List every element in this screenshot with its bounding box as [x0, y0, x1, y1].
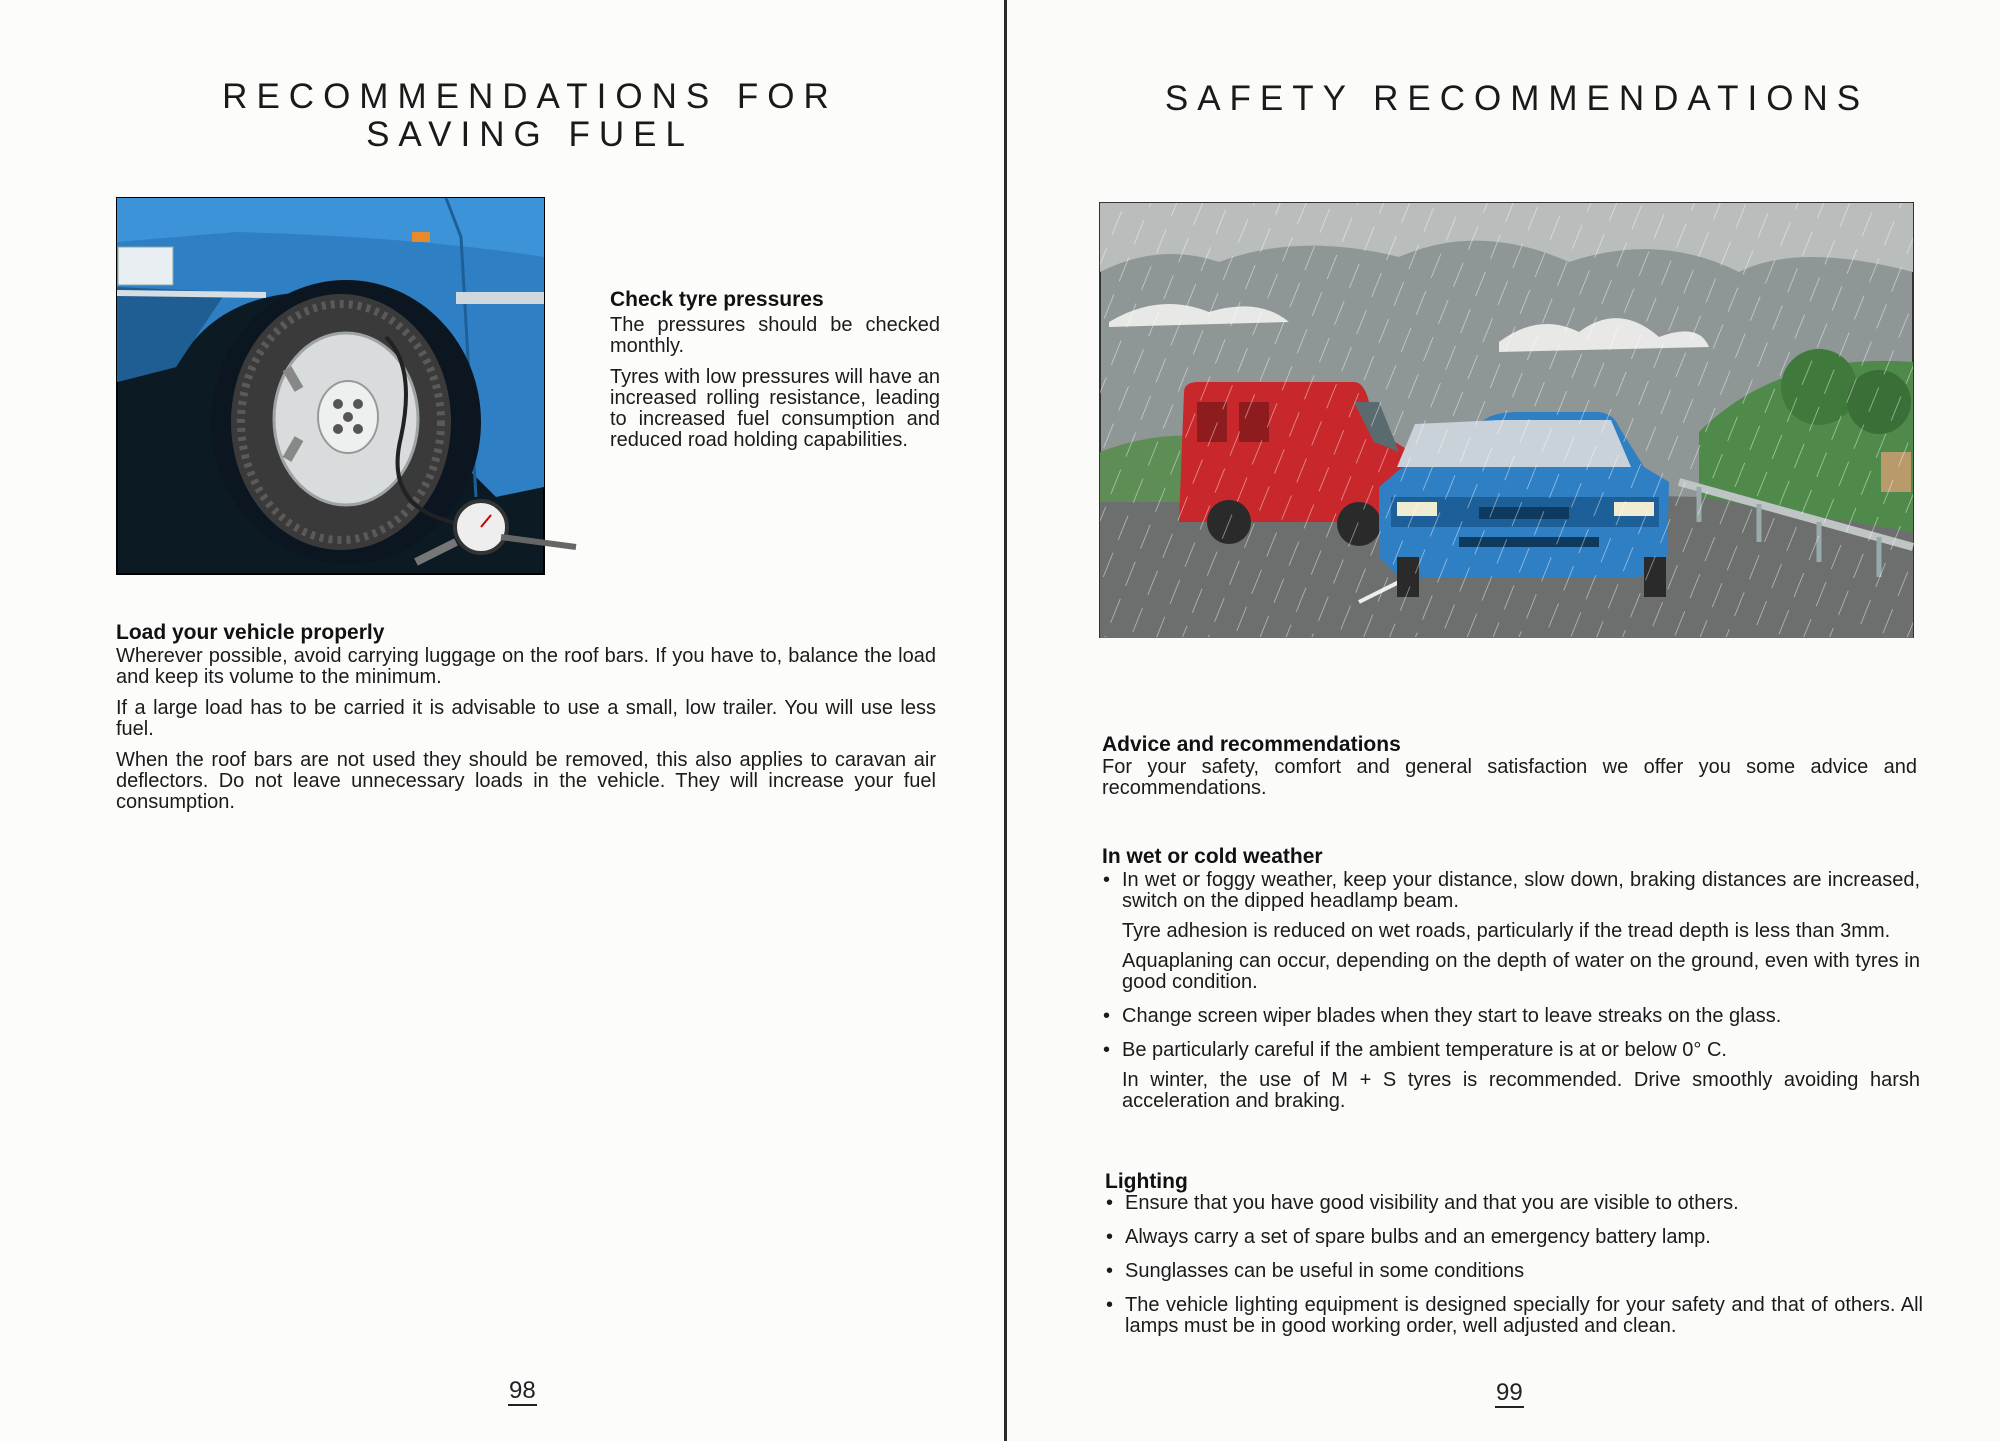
load-heading: Load your vehicle properly — [116, 621, 385, 644]
lighting-b2: • Always carry a set of spare bulbs and an emergency battery lamp. — [1125, 1226, 1711, 1248]
lighting-b3: • Sunglasses can be useful in some conditions — [1125, 1260, 1525, 1282]
list-item — [1105, 1295, 1923, 1337]
wet-b3-p1: • Be particularly careful if the ambient temperature is at or below 0° C. — [1122, 1039, 1727, 1061]
tyre-para-1: The pressures should be checked monthly. — [610, 314, 940, 357]
load-para-1: Wherever possible, avoid carrying luggage on the roof bars. If you have to, balance the load and keep its volume to the minimum. — [116, 645, 936, 688]
left-title-line1: RECOMMENDATIONS FOR — [222, 77, 838, 116]
list-item — [1105, 1227, 1923, 1248]
wet-weather-heading: In wet or cold weather — [1102, 845, 1323, 868]
list-item — [1105, 1193, 1923, 1214]
lighting-heading: Lighting — [1105, 1170, 1188, 1193]
left-title-line2: SAVING FUEL — [366, 115, 694, 154]
advice-para: For your safety, comfort and general satisfaction we offer you some advice and recommendations. — [1102, 756, 1917, 799]
list-item — [1102, 1040, 1920, 1112]
lighting-b1: • Ensure that you have good visibility and that you are visible to others. — [1125, 1192, 1739, 1214]
page-number-left: 98 — [509, 1377, 536, 1404]
wet-b1-p1: • In wet or foggy weather, keep your distance, slow down, braking distances are increased, switch on the dipped headlamp beam. — [1122, 869, 1920, 912]
left-page-title — [100, 78, 960, 154]
lighting-list — [1105, 1193, 1923, 1350]
load-para-3: When the roof bars are not used they should be removed, this also applies to caravan air deflectors. Do not leave unnecessary loads in the vehicle. They will increase your fuel consumption. — [116, 749, 936, 813]
rain-driving-illustration — [1099, 202, 1915, 640]
tyre-para-2: Tyres with low pressures will have an increased rolling resistance, leading to increased fuel consumption and reduced road holding capabilities. — [610, 366, 940, 451]
wet-weather-list — [1102, 870, 1920, 1125]
page-number-right: 99 — [1496, 1379, 1523, 1406]
advice-heading: Advice and recommendations — [1102, 733, 1401, 756]
list-item — [1105, 1261, 1923, 1282]
wet-b3-p2: In winter, the use of M + S tyres is recommended. Drive smoothly avoiding harsh acceleration and braking. — [1122, 1069, 1920, 1112]
list-item — [1102, 870, 1920, 993]
tyre-pressure-illustration — [116, 197, 582, 579]
wet-b2: • Change screen wiper blades when they start to leave streaks on the glass. — [1122, 1005, 1782, 1027]
lighting-b4: • The vehicle lighting equipment is designed specially for your safety and that of others. All lamps must be in good working order, well adjusted and clean. — [1125, 1294, 1923, 1337]
list-item — [1102, 1006, 1920, 1027]
wet-b1-p3: Aquaplaning can occur, depending on the depth of water on the ground, even with tyres in good condition. — [1122, 950, 1920, 993]
right-page — [1007, 0, 2000, 1441]
tyre-heading: Check tyre pressures — [610, 288, 824, 311]
load-para-2: If a large load has to be carried it is advisable to use a small, low trailer. You will use less fuel. — [116, 697, 936, 740]
right-page-title: SAFETY RECOMMENDATIONS — [1164, 79, 1870, 118]
wet-b1-p2: Tyre adhesion is reduced on wet roads, particularly if the tread depth is less than 3mm. — [1122, 920, 1891, 942]
